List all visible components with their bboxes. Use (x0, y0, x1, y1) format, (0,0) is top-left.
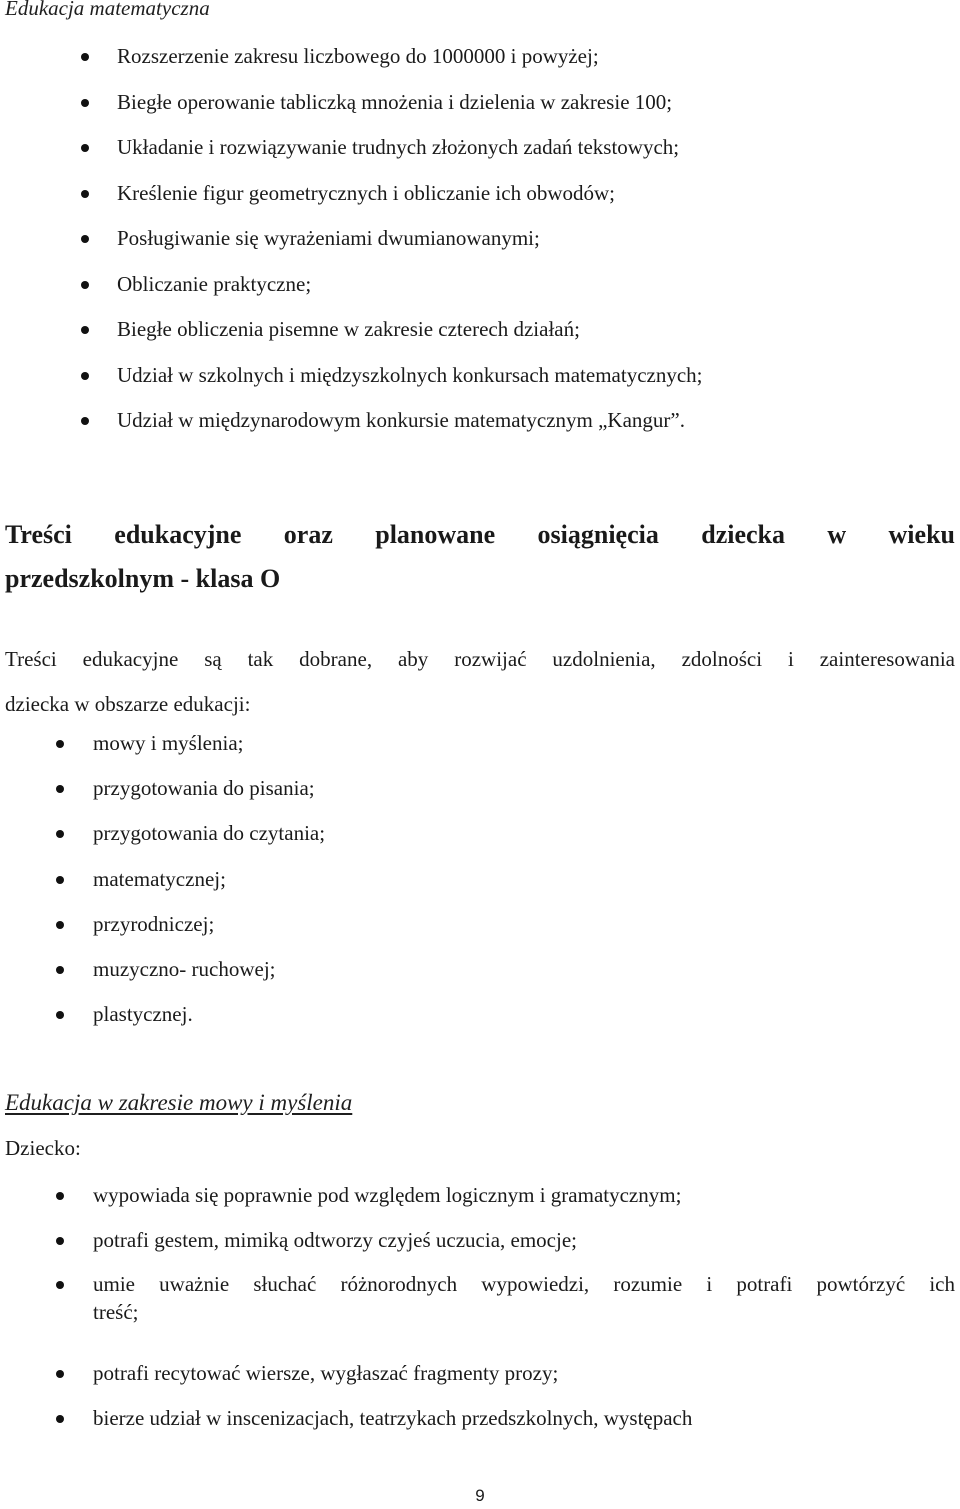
bullet-icon (56, 876, 64, 884)
list-item: Posługiwanie się wyrażeniami dwumianowanymi; (117, 224, 703, 270)
paragraph-line-1: Treści edukacyjne są tak dobrane, aby rozwijać uzdolnienia, zdolności i zainteresowania (5, 647, 955, 671)
list-item: Obliczanie praktyczne; (117, 270, 703, 316)
bullet-icon (81, 235, 89, 243)
bullet-icon (81, 372, 89, 380)
bullet-icon (81, 53, 89, 61)
list-item: Udział w międzynarodowym konkursie matematycznym „Kangur”. (117, 406, 703, 452)
list-item: Udział w szkolnych i międzyszkolnych konkursach matematycznych; (117, 361, 703, 407)
bullet-icon (56, 740, 64, 748)
bullet-icon (56, 966, 64, 974)
bullet-icon (81, 99, 89, 107)
list-item: Biegłe operowanie tabliczką mnożenia i dzielenia w zakresie 100; (117, 88, 703, 134)
math-goals-list (117, 42, 703, 452)
list-item: Układanie i rozwiązywanie trudnych złożonych zadań tekstowych; (117, 133, 703, 179)
speech-skills-list (93, 1181, 955, 1448)
list-item: przygotowania do czytania; (93, 819, 325, 864)
list-item: Biegłe obliczenia pisemne w zakresie czterech działań; (117, 315, 703, 361)
list-item: potrafi gestem, mimiką odtworzy czyjeś uczucia, emocje; (93, 1226, 955, 1271)
list-item (93, 1270, 955, 1359)
bullet-icon (56, 1281, 64, 1289)
bullet-icon (56, 921, 64, 929)
list-item: muzyczno- ruchowej; (93, 955, 325, 1000)
bullet-icon (56, 1237, 64, 1245)
education-areas-list (93, 729, 325, 1045)
list-item: przyrodniczej; (93, 910, 325, 955)
page-number: 9 (475, 1486, 485, 1505)
bullet-icon (81, 144, 89, 152)
bullet-icon (81, 417, 89, 425)
section-heading-speech: Edukacja w zakresie mowy i myślenia (5, 1090, 353, 1115)
list-item: potrafi recytować wiersze, wygłaszać fragmenty prozy; (93, 1359, 955, 1404)
section-heading-preschool (5, 513, 955, 601)
list-item: Kreślenie figur geometrycznych i obliczanie ich obwodów; (117, 179, 703, 225)
list-item: mowy i myślenia; (93, 729, 325, 774)
section-heading-math: Edukacja matematyczna (5, 0, 210, 20)
list-item: przygotowania do pisania; (93, 774, 325, 819)
list-item: matematycznej; (93, 865, 325, 910)
subject-label: Dziecko: (5, 1136, 81, 1160)
item-line-1: umie uważnie słuchać różnorodnych wypowiedzi, rozumie i potrafi powtórzyć ich (93, 1272, 955, 1296)
intro-paragraph (5, 637, 955, 727)
bullet-icon (56, 1370, 64, 1378)
paragraph-line-2: dziecka w obszarze edukacji: (5, 692, 251, 716)
bullet-icon (56, 785, 64, 793)
list-item: Rozszerzenie zakresu liczbowego do 1000000 i powyżej; (117, 42, 703, 88)
bullet-icon (56, 830, 64, 838)
bullet-icon (56, 1011, 64, 1019)
list-item: plastycznej. (93, 1000, 325, 1045)
list-item: wypowiada się poprawnie pod względem logicznym i gramatycznym; (93, 1181, 955, 1226)
bullet-icon (56, 1415, 64, 1423)
bullet-icon (81, 281, 89, 289)
heading-line-2: przedszkolnym - klasa O (5, 564, 281, 593)
bullet-icon (81, 326, 89, 334)
bullet-icon (56, 1192, 64, 1200)
bullet-icon (81, 190, 89, 198)
item-line-2: treść; (93, 1300, 139, 1324)
list-item: bierze udział w inscenizacjach, teatrzykach przedszkolnych, występach (93, 1404, 955, 1449)
heading-line-1: Treści edukacyjne oraz planowane osiągnięcia dziecka w wieku (5, 520, 955, 549)
